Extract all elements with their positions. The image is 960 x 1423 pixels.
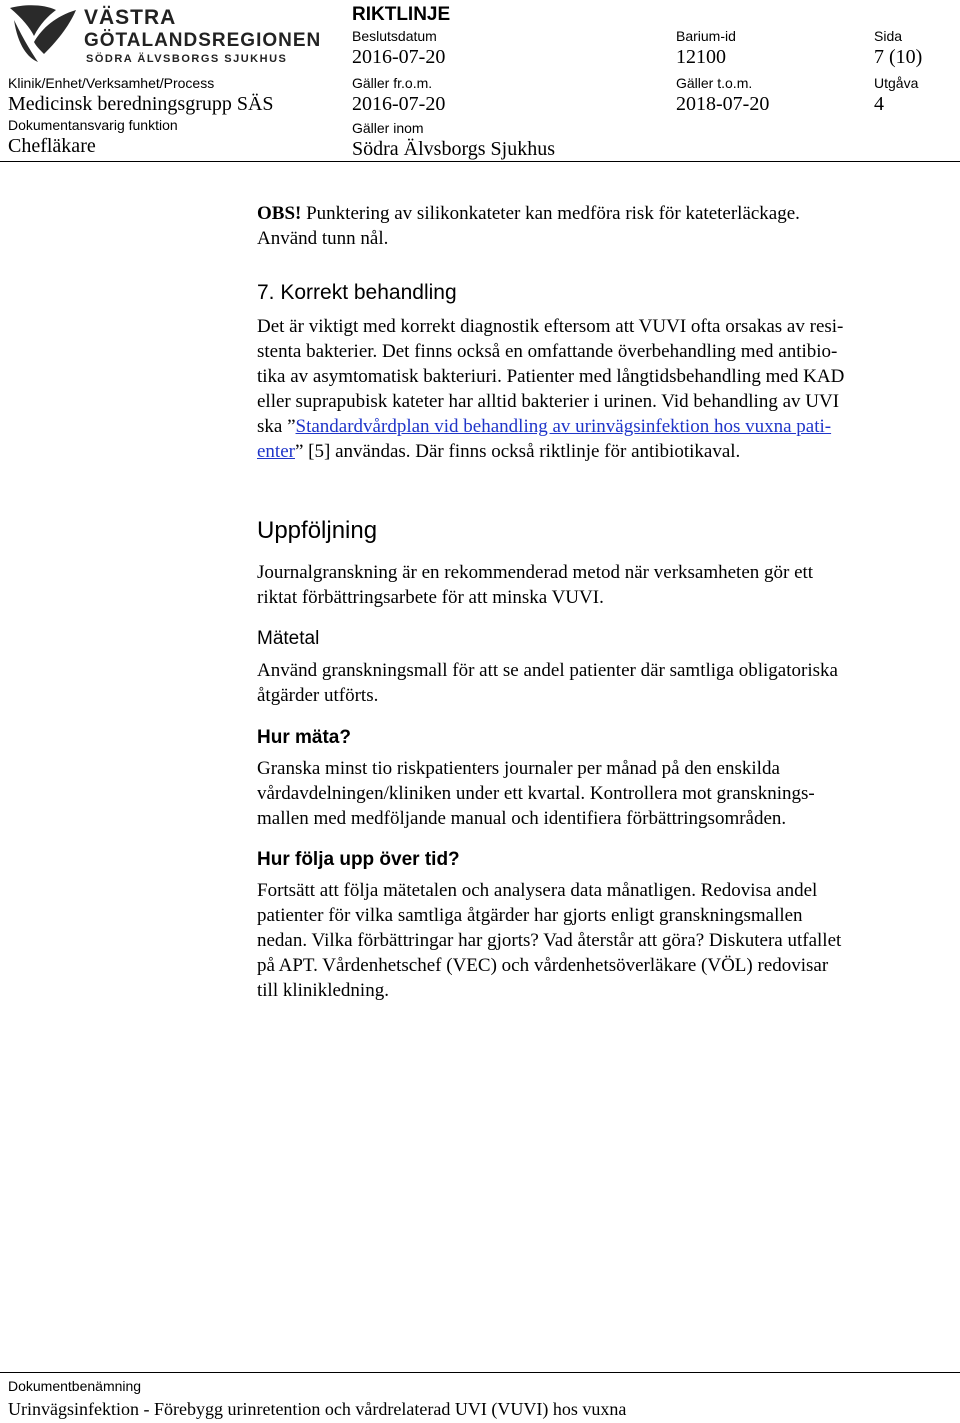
- ansvarig-value: Chefläkare: [8, 135, 96, 157]
- obs-line2: Använd tunn nål.: [257, 228, 389, 249]
- section7-body: [257, 314, 937, 464]
- galler-from-value: 2016-07-20: [352, 93, 446, 115]
- standardvardplan-link-cont[interactable]: enter: [257, 441, 295, 462]
- klinik-value: Medicinsk beredningsgrupp SÄS: [8, 93, 274, 115]
- hf-line: till klinikledning.: [257, 980, 389, 1001]
- sida-label: Sida: [874, 28, 903, 44]
- ansvarig-label: Dokumentansvarig funktion: [8, 117, 178, 133]
- obs-label: OBS!: [257, 203, 302, 224]
- hf-line: patienter för vilka samtliga åtgärder har gjorts enligt granskningsmallen: [257, 905, 803, 926]
- logo-text-line1: VÄSTRA: [84, 6, 177, 29]
- uppfoljning-body: [257, 560, 937, 610]
- mat-line: Använd granskningsmall för att se andel patienter där samtliga obligatoriska: [257, 660, 838, 681]
- hm-line: vårdavdelningen/kliniken under ett kvartal. Kontrollera mot gransknings-: [257, 783, 815, 804]
- sida-value: 7 (10): [874, 46, 923, 68]
- hf-line: Fortsätt att följa mätetalen och analysera data månatligen. Redovisa andel: [257, 880, 818, 901]
- galler-from-label: Gäller fr.o.m.: [352, 75, 433, 91]
- utgava-label: Utgåva: [874, 75, 919, 91]
- obs-note: [257, 201, 937, 251]
- matetal-body: [257, 658, 937, 708]
- header-divider: [0, 161, 960, 162]
- logo-emblem-icon: [4, 2, 84, 72]
- beslutsdatum-value: 2016-07-20: [352, 46, 446, 68]
- hm-line: mallen med medföljande manual och identifiera förbättringsområden.: [257, 808, 787, 829]
- hur-mata-heading: Hur mäta?: [257, 727, 351, 748]
- organization-logo: [0, 0, 330, 72]
- upp-line: Journalgranskning är en rekommenderad metod när verksamheten gör ett: [257, 562, 814, 583]
- utgava-value: 4: [874, 93, 884, 115]
- barium-value: 12100: [676, 46, 726, 68]
- standardvardplan-link[interactable]: Standardvårdplan vid behandling av urinvägsinfektion hos vuxna pati-: [295, 416, 832, 437]
- matetal-heading: Mätetal: [257, 628, 320, 649]
- obs-text: Punktering av silikonkateter kan medföra risk för kateterläckage.: [301, 203, 800, 224]
- s7-line: eller suprapubisk kateter har alltid bakterier i urinen. Vid behandling av UVI: [257, 391, 840, 412]
- s7-line-suffix: ” [5] användas. Där finns också riktlinje för antibiotikaval.: [294, 441, 741, 462]
- upp-line: riktat förbättringsarbete för att minska VUVI.: [257, 587, 604, 608]
- klinik-label: Klinik/Enhet/Verksamhet/Process: [8, 75, 215, 91]
- barium-label: Barium-id: [676, 28, 736, 44]
- hur-folja-heading: Hur följa upp över tid?: [257, 849, 460, 870]
- logo-text-line2: GÖTALANDSREGIONEN: [84, 30, 322, 51]
- galler-to-value: 2018-07-20: [676, 93, 770, 115]
- uppfoljning-heading: Uppföljning: [257, 517, 378, 544]
- footer-divider: [0, 1372, 960, 1373]
- section7-heading: 7. Korrekt behandling: [257, 281, 457, 304]
- s7-line-prefix: ska ”: [257, 416, 296, 437]
- hur-folja-body: [257, 878, 937, 1003]
- logo-text-line3: SÖDRA ÄLVSBORGS SJUKHUS: [86, 53, 288, 65]
- footer-label: Dokumentbenämning: [8, 1378, 142, 1394]
- hur-mata-body: [257, 756, 937, 831]
- hf-line: nedan. Vilka förbättringar har gjorts? Vad återstår att göra? Diskutera utfallet: [257, 930, 842, 951]
- s7-line: Det är viktigt med korrekt diagnostik eftersom att VUVI ofta orsakas av resi-: [257, 316, 844, 337]
- doc-type: RIKTLINJE: [352, 4, 451, 25]
- hm-line: Granska minst tio riskpatienters journaler per månad på den enskilda: [257, 758, 780, 779]
- galler-to-label: Gäller t.o.m.: [676, 75, 753, 91]
- inom-label: Gäller inom: [352, 120, 424, 136]
- s7-line: tika av asymtomatisk bakteriuri. Patienter med långtidsbehandling med KAD: [257, 366, 845, 387]
- hf-line: på APT. Vårdenhetschef (VEC) och vårdenhetsöverläkare (VÖL) redovisar: [257, 955, 829, 976]
- inom-value: Södra Älvsborgs Sjukhus: [352, 138, 555, 160]
- beslutsdatum-label: Beslutsdatum: [352, 28, 437, 44]
- s7-line: stenta bakterier. Det finns också en omfattande överbehandling med antibio-: [257, 341, 838, 362]
- footer-title: Urinvägsinfektion - Förebygg urinretention och vårdrelaterad UVI (VUVI) hos vuxna: [8, 1399, 627, 1419]
- mat-line: åtgärder utförts.: [257, 685, 379, 706]
